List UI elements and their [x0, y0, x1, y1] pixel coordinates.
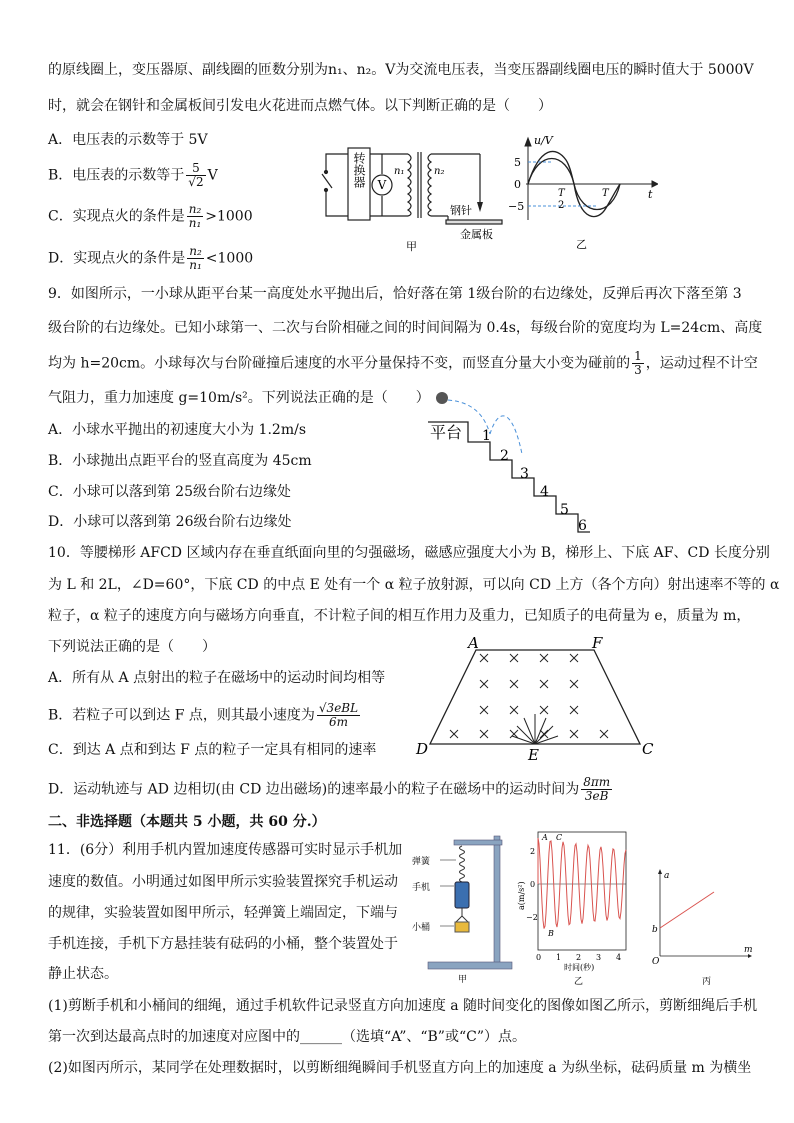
figure-caption: 乙 [574, 977, 584, 986]
y-tick: −2 [526, 913, 538, 922]
x-tick: 1 [556, 953, 562, 962]
voltmeter-label: V [377, 178, 387, 192]
q10-stem-line-1: 10．等腰梯形 AFCD 区域内存在垂直纸面向里的匀强磁场，磁感应强度大小为 B，梯形上、下底 AF、CD 长度分别 [48, 545, 770, 561]
y-axis-label: u/V [534, 136, 553, 147]
x-axis-label: t [648, 188, 653, 201]
fraction: $\frac{1}{3}$ [634, 349, 642, 377]
fraction: $\frac{\text{n₂}}{\text{n₁}}$ [189, 244, 202, 272]
y-tick: 2 [530, 847, 536, 856]
needle-icon [477, 202, 483, 212]
x-tick: 0 [536, 953, 542, 962]
x-tick: 2 [576, 953, 582, 962]
q9-option-d[interactable]: D．小球可以落到第 26级台阶右边缘处 [48, 514, 292, 530]
option-text: B．电压表的示数等于 [48, 167, 185, 184]
x-tick-half-den: 2 [558, 200, 565, 211]
plate-label: 金属板 [460, 228, 493, 241]
stand-arm [454, 840, 502, 845]
q11-stem-line-3: 的规律，实验装置如图甲所示，轻弹簧上端固定，下端与 [48, 905, 398, 921]
magnetic-field-crosses [450, 654, 608, 738]
q9-stem-line-1: 9．如图所示，一小球从距平台某一高度处水平抛出后，恰好落在第 1级台阶的右边缘处，反弹后再次下落至第 3 [48, 286, 742, 302]
spring-label: 弹簧 [412, 857, 431, 867]
q8-stem-line-2: 时，就会在钢针和金属板间引发电火花进而点燃气体。以下判断正确的是（ ） [48, 98, 552, 114]
fraction: $\frac{5}{√2}$ [188, 161, 204, 189]
q11-stem-line-4: 手机连接，手机下方悬挂装有砝码的小桶，整个装置处于 [48, 936, 398, 952]
section-two-heading: 二、非选择题（本题共 5 小题，共 60 分.） [48, 814, 326, 830]
q10-option-b[interactable] [48, 702, 362, 729]
q8-option-c[interactable] [48, 203, 253, 230]
q11-figure-linear-graph [646, 866, 758, 986]
option-text: C．实现点火的条件是 [48, 208, 185, 225]
vertex-a-label: A [468, 636, 479, 652]
q8-figure-voltage-wave [508, 136, 658, 252]
q11-stem-line-5: 静止状态。 [48, 966, 118, 982]
q8-option-b[interactable] [48, 162, 218, 189]
fraction: $\frac{8\pi m}{3eB}$ [583, 775, 611, 803]
origin-label: O [652, 957, 660, 967]
q10-stem-line-3: 粒子，α 粒子的速度方向与磁场方向垂直，不计粒子间的相互作用力及重力，已知质子的电荷量为 e，质量为 m， [48, 608, 751, 624]
y-axis-label: a [664, 871, 670, 881]
vertex-c-label: C [642, 740, 654, 758]
q10-figure-trapezoid-field [414, 636, 658, 764]
q11-figure-acceleration-graph [516, 828, 634, 986]
q10-stem-line-2: 为 L 和 2L，∠D=60°，下底 CD 的中点 E 处有一个 α 粒子放射源，可以向 CD 上方（各个方向）射出速率不等的 α [48, 577, 780, 593]
vertex-f-label: F [592, 636, 603, 652]
q11-sub2-line-1: (2)如图丙所示，某同学在处理数据时，以剪断细绳瞬间手机竖直方向上的加速度 a 为纵坐标，砝码质量 m 为横坐 [48, 1060, 752, 1076]
option-unit: V [207, 167, 218, 184]
step-label: 3 [520, 466, 529, 482]
stand-pole [494, 836, 500, 964]
option-text: D．运动轨迹与 AD 边相切(由 CD 边出磁场)的速率最小的粒子在磁场中的运动时间为 [48, 781, 580, 798]
figure-caption: 乙 [576, 238, 587, 251]
x-tick: 3 [596, 953, 602, 962]
fraction: $\frac{\text{n₂}}{\text{n₁}}$ [188, 202, 202, 230]
figure-caption: 丙 [702, 977, 712, 986]
spring-icon [460, 846, 465, 882]
y-tick: 0 [530, 880, 536, 889]
q11-figure-apparatus [410, 830, 520, 986]
vertex-d-label: D [416, 740, 429, 758]
figure-caption: 甲 [458, 975, 468, 985]
step-label: 6 [578, 518, 587, 534]
n1-label: n₁ [394, 166, 405, 177]
x-tick: 4 [616, 953, 622, 962]
step-label: 5 [560, 502, 569, 518]
figure-caption: 甲 [406, 240, 417, 252]
q10-option-d[interactable] [48, 776, 614, 803]
option-text: B．若粒子可以到达 F 点，则其最小速度为 [48, 707, 315, 724]
x-axis-label: m [744, 945, 753, 955]
q9-stem-line-2: 级台阶的右边缘处。已知小球第一、二次与台阶相碰之间的时间间隔为 0.4s，每级台阶的宽度均为 L=24cm、高度 [48, 320, 763, 336]
y-tick-zero: 0 [514, 178, 521, 191]
step-label: 1 [482, 428, 491, 444]
bucket-icon [455, 922, 469, 932]
stem-text: 均为 h=20cm。小球每次与台阶碰撞后速度的水平分量保持不变，而竖直分量大小变为碰前的 [48, 355, 631, 372]
converter-label: 转换器 [352, 152, 366, 188]
bucket-label: 小桶 [412, 923, 431, 933]
q8-stem-line-1: 的原线圈上，变压器原、副线圈的匝数分别为n₁、n₂。V为交流电压表，当变压器副线圈电压的瞬时值大于 5000V [48, 62, 754, 78]
q8-option-d[interactable] [48, 245, 253, 272]
q9-stem-line-4: 气阻力，重力加速度 g=10m/s²。下列说法正确的是（ ） [48, 390, 430, 406]
intercept-label: b [652, 925, 658, 935]
fraction: $\frac{\text{√3eBL}}{6m}$ [318, 701, 359, 729]
q8-option-a[interactable]: A．电压表的示数等于 5V [48, 132, 208, 148]
needle-label: 钢针 [450, 204, 472, 217]
ball-icon [436, 392, 448, 404]
stem-text: ，运动过程不计空 [645, 355, 758, 372]
q11-sub1-line-2: 第一次到达最高点时的加速度对应图中的______（选填“A”、“B”或“C”）点。 [48, 1029, 526, 1045]
option-condition: >1000 [205, 208, 253, 225]
q11-sub1-line-1: (1)剪断手机和小桶间的细绳，通过手机软件记录竖直方向加速度 a 随时间变化的图像如图乙所示，剪断细绳后手机 [48, 998, 758, 1014]
phone-icon [455, 882, 469, 908]
q10-option-c[interactable]: C．到达 A 点和到达 F 点的粒子一定具有相同的速率 [48, 742, 377, 758]
point-b-label: B [548, 929, 554, 938]
y-tick-negative: −5 [508, 200, 525, 213]
n2-label: n₂ [434, 166, 445, 177]
option-condition: <1000 [205, 250, 254, 267]
point-a-label: A [542, 833, 548, 842]
x-tick-period: T [602, 188, 609, 199]
y-tick-positive: 5 [514, 156, 521, 169]
y-axis-label: a(m/s²) [517, 881, 526, 910]
stand-base [428, 962, 512, 969]
phone-label: 手机 [412, 883, 431, 893]
q9-option-b[interactable]: B．小球抛出点距平台的竖直高度为 45cm [48, 453, 312, 469]
q9-figure-staircase [428, 388, 598, 534]
platform-label: 平台 [430, 423, 463, 442]
point-e-label: E [528, 746, 539, 764]
q10-stem-line-4: 下列说法正确的是（ ） [48, 639, 216, 655]
q11-stem-line-1: 11．(6分）利用手机内置加速度传感器可实时显示手机加 [48, 842, 403, 858]
point-c-label: C [556, 833, 563, 842]
q9-option-c[interactable]: C．小球可以落到第 25级台阶右边缘处 [48, 484, 291, 500]
q10-option-a[interactable]: A．所有从 A 点射出的粒子在磁场中的运动时间均相等 [48, 670, 386, 686]
x-axis-label: 时间(秒) [564, 963, 595, 972]
q9-stem-line-3 [48, 350, 758, 377]
q11-stem-line-2: 速度的数值。小明通过如图甲所示实验装置探究手机运动 [48, 874, 398, 890]
step-label: 4 [540, 484, 549, 500]
option-text: D．实现点火的条件是 [48, 250, 186, 267]
q9-option-a[interactable]: A．小球水平抛出的初速度大小为 1.2m/s [48, 422, 307, 438]
x-tick-half-period: T [558, 188, 565, 199]
q8-figure-transformer-circuit [318, 140, 518, 252]
step-label: 2 [500, 448, 509, 464]
